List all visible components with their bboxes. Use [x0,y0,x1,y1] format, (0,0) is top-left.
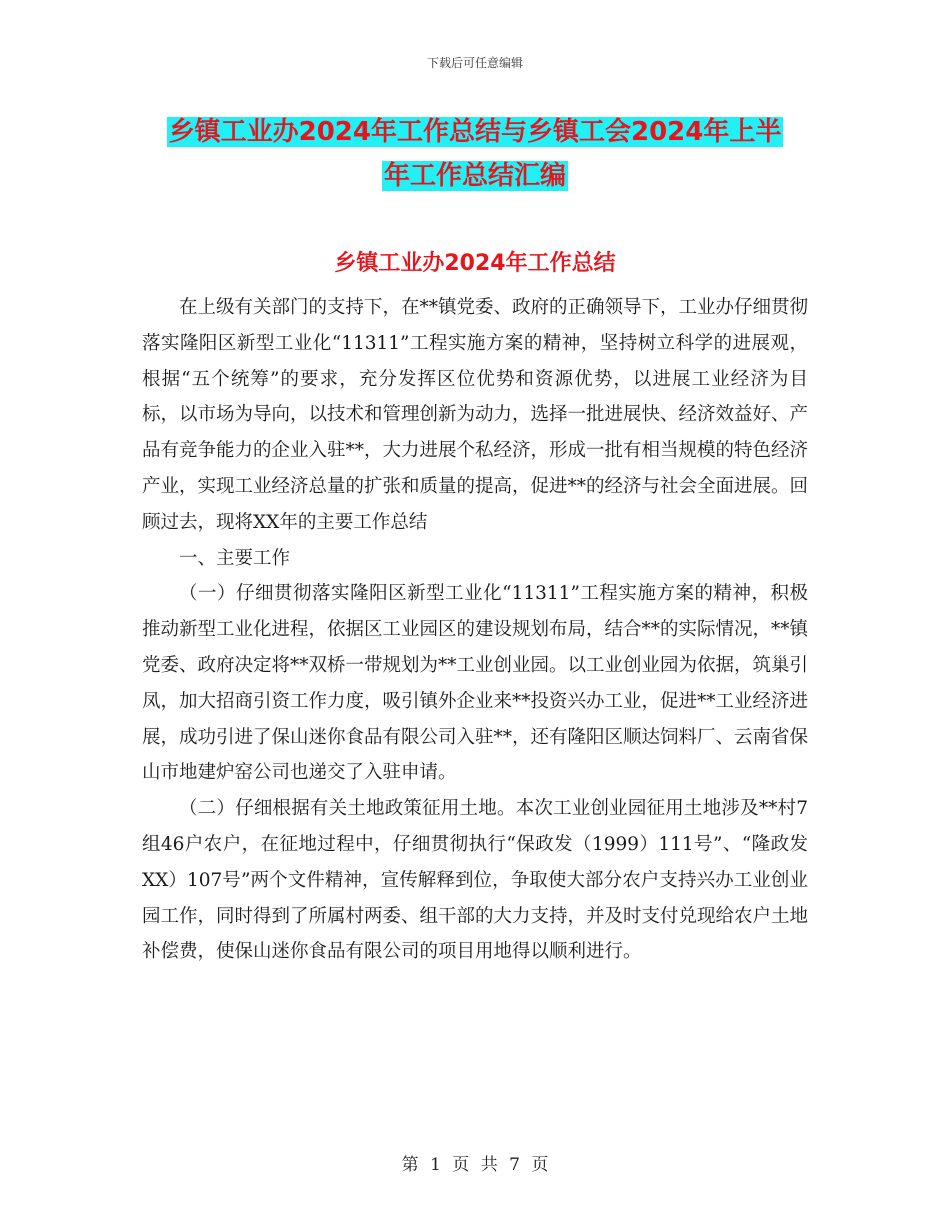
document-title [140,110,810,198]
paragraph-intro: 在上级有关部门的支持下，在**镇党委、政府的正确领导下，工业办仔细贯彻落实隆阳区新型工业化“11311”工程实施方案的精神，坚持树立科学的进展观，根据“五个统筹”的要求，充分发挥区位优势和资源优势，以进展工业经济为目标，以市场为导向，以技术和管理创新为动力，选择一批进展快、经济效益好、产品有竞争能力的企业入驻**，大力进展个私经济，形成一批有相当规模的特色经济产业，实现工业经济总量的扩张和质量的提高，促进**的经济与社会全面进展。回顾过去，现将XX年的主要工作总结 [142,297,809,533]
page-number: 第 1 页 共 7 页 [401,1155,549,1175]
document-body [142,290,808,970]
page-header: 下载后可任意编辑 [426,56,523,70]
document-title-line1: 乡镇工业办2024年工作总结与乡镇工会2024年上半 [168,117,782,147]
paragraph-item-2: （二）仔细根据有关土地政策征用土地。本次工业创业园征用土地涉及**村7组46户农户，在征地过程中，仔细贯彻执行“保政发（1999）111号”、“隆政发XX）107号”两个文件精神，宣传解释到位，争取使大部分农户支持兴办工业创业园工作，同时得到了所属村两委、组干部的大力支持，并及时支付兑现给农户土地补偿费，使保山迷你食品有限公司的项目用地得以顺利进行。 [142,798,809,963]
section-title: 乡镇工业办2024年工作总结 [334,251,616,276]
paragraph-item-1: （一）仔细贯彻落实隆阳区新型工业化“11311”工程实施方案的精神，积极推动新型工业化进程，依据区工业园区的建设规划布局，结合**的实际情况，**镇党委、政府决定将**双桥一带规划为**工业创业园。以工业创业园为依据，筑巢引凤，加大招商引资工作力度，吸引镇外企业来**投资兴办工业，促进**工业经济进展，成功引进了保山迷你食品有限公司入驻**，还有隆阳区顺达饲料厂、云南省保山市地建炉窑公司也递交了入驻申请。 [142,583,809,784]
paragraph-heading-main-work: 一、主要工作 [179,547,291,569]
document-title-line2: 年工作总结汇编 [383,161,566,191]
